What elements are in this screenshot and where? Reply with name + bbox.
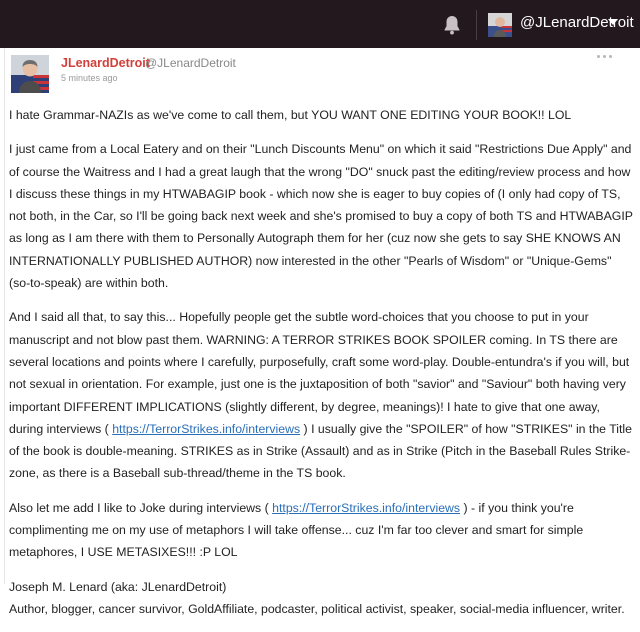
interviews-link[interactable]: https://TerrorStrikes.info/interviews: [112, 421, 301, 436]
post-paragraph: [9, 306, 635, 484]
signature: [9, 576, 635, 621]
bell-icon[interactable]: [440, 13, 464, 37]
topbar-divider: [476, 10, 477, 40]
more-options-icon[interactable]: [597, 55, 613, 61]
author-name[interactable]: JLenardDetroit: [61, 56, 150, 70]
post-paragraph: I hate Grammar-NAZIs as we've come to call them, but YOU WANT ONE EDITING YOUR BOOK!! LOL: [9, 108, 572, 122]
post-card: [4, 48, 640, 616]
post-paragraph: [9, 497, 635, 564]
paragraph-text: ) - if you think you're complimenting me on my use of metaphors I will take offense... cuz I'm far too clever and smart for simple metaphores, I USE METASIXES!!! :P LOL: [9, 500, 584, 560]
interviews-link[interactable]: https://TerrorStrikes.info/interviews: [272, 500, 461, 515]
post-body: [9, 104, 635, 632]
post-timestamp[interactable]: 5 minutes ago: [61, 73, 118, 83]
chevron-down-icon[interactable]: [608, 19, 618, 25]
paragraph-text: Also let me add I like to Joke during interviews (: [9, 500, 273, 515]
paragraph-text: And I said all that, to say this... Hopefully people get the subtle word-choices that you choose to put in your manuscript and not blow past them. WARNING: A TERROR STRIKES BOOK SPOILER coming. In TS there are several locations and points where I carefully, purposefully, craft some word-play. Double-entundra's if you will, but not sexual in orientation. For example, just one is the juxtaposition of both "savior" and "Saviour" both having very important DIFFERENT IMPLICATIONS (slightly different, by degree, meanings)! I hate to give that one away, during interviews (: [9, 310, 630, 436]
author-avatar[interactable]: [11, 55, 49, 93]
post-paragraph: I just came from a Local Eatery and on their "Lunch Discounts Menu" on which it said "Restrictions Due Apply" and of course the Waitress and I had a great laugh that the wrong "DO" snuck past the editing/review process and how I discuss these things in my HTWABAGIP book - which now she is eager to buy copies of (I only had copy of TS, not both, in the Car, so I'll be going back next week and she's promised to buy a copy of both TS and HTWABAGIP as long as I am there with them to Personally Autograph them for her (cuz now she gets to say SHE KNOWS AN INTERNATIONALLY PUBLISHED AUTHOR) now interested in the other "Pearls of Wisdom" or "Unique-Gems" (so-to-speak) are within both.: [9, 142, 633, 291]
user-menu-handle[interactable]: @JLenardDetroit: [520, 14, 634, 31]
signature-bio: Author, blogger, cancer survivor, GoldAffiliate, podcaster, political activist, speaker, social-media influencer, writer.: [9, 601, 625, 616]
user-avatar[interactable]: [488, 13, 512, 37]
signature-name: Joseph M. Lenard (aka: JLenardDetroit): [9, 579, 227, 594]
top-navigation-bar: [0, 0, 640, 48]
paragraph-text: ) I usually give the "SPOILER" of how "STRIKES" in the Title of the book is double-meaning. STRIKES as in Strike (Assault) and as in Strike (Pitch in the Baseball Rules Strike-zone, as there is a Baseball sub-thread/theme in the TS book.: [9, 421, 632, 481]
author-handle[interactable]: @JLenardDetroit: [145, 56, 236, 70]
